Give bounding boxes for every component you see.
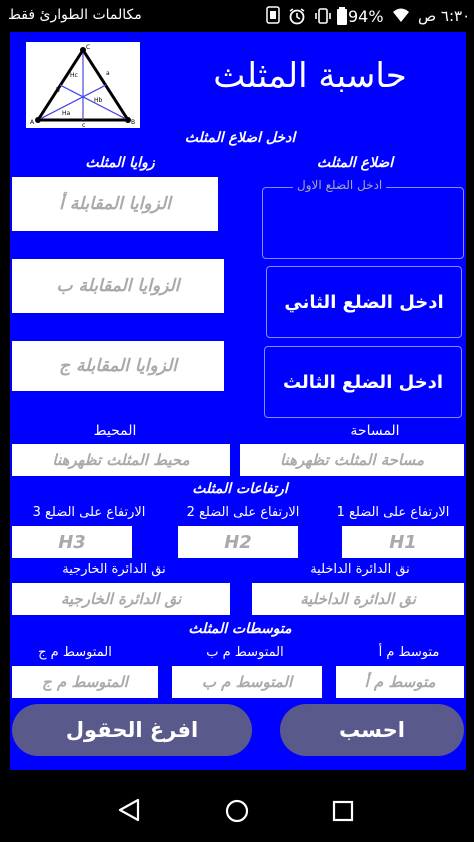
battery-icon [336,7,348,29]
separator [0,770,474,778]
sides-label: اضلاع المثلث [316,155,394,171]
angle-b-field[interactable]: الزوايا المقابلة ب [12,259,224,313]
label-ha: Ha [62,110,71,117]
sides-heading: ادخل اضلاع المثلث [184,130,296,146]
clock: ٦:٣٠ ص [418,7,471,25]
angle-c-field[interactable]: الزوايا المقابلة ج [12,341,224,391]
inradius-field[interactable]: نق الدائرة الداخلية [252,583,464,615]
heights-heading: ارتفاعات المثلث [192,481,288,497]
wifi-icon [393,8,409,26]
triangle-diagram [26,42,140,128]
page-title: حاسبة المثلث [213,56,407,96]
perimeter-label: المحيط [93,423,137,439]
angles-label: زوايا المثلث [85,155,155,171]
alarm-icon [288,7,306,29]
ma-field[interactable]: متوسط م أ [336,666,464,698]
side2-input[interactable]: ادخل الضلع الثاني [266,266,462,338]
recents-icon[interactable] [332,800,354,826]
mc-field[interactable]: المتوسط م ج [12,666,158,698]
calculate-button[interactable]: احسب [280,704,464,756]
h3-field[interactable]: H3 [12,526,132,558]
perimeter-field[interactable]: محيط المثلث تظهرهنا [12,444,230,476]
h2-field[interactable]: H2 [178,526,298,558]
battery-percent: 94% [348,7,384,26]
h2-label: الارتفاع على الضلع 2 [186,505,300,520]
carrier-text: مكالمات الطوارئ فقط [8,7,142,23]
label-a: a [106,70,110,77]
side1-input[interactable] [262,178,464,259]
label-hc: Hc [70,72,78,79]
medians-heading: متوسطات المثلث [188,621,292,637]
mb-label: المتوسط م ب [206,645,284,660]
vertex-a: A [30,119,35,126]
angle-a-field[interactable]: الزوايا المقابلة أ [12,177,218,231]
area-field[interactable]: مساحة المثلث تظهرهنا [240,444,464,476]
side3-input[interactable]: ادخل الضلع الثالث [264,346,462,418]
ma-label: متوسط م أ [378,645,440,660]
circumradius-field[interactable]: نق الدائرة الخارجية [12,583,230,615]
home-icon[interactable] [224,798,250,828]
status-bar [0,0,474,32]
notification-icon [266,6,280,28]
vertex-c: C [86,44,91,51]
label-b: b [56,87,60,94]
h3-label: الارتفاع على الضلع 3 [32,505,146,520]
mc-label: المتوسط م ج [38,645,112,660]
vertex-b: B [131,119,136,126]
label-c: c [82,122,86,128]
circumradius-label: نق الدائرة الخارجية [62,562,166,577]
clear-fields-button[interactable]: افرغ الحقول [12,704,252,756]
area-label: المساحة [350,423,400,439]
side1-placeholder: ادخل الضلع الاول [293,178,386,192]
h1-field[interactable]: H1 [342,526,464,558]
h1-label: الارتفاع على الضلع 1 [336,505,450,520]
inradius-label: نق الدائرة الداخلية [310,562,410,577]
vibrate-icon [314,7,332,29]
back-icon[interactable] [116,798,144,826]
mb-field[interactable]: المتوسط م ب [172,666,322,698]
navigation-bar [0,778,474,842]
label-hb: Hb [94,97,103,104]
